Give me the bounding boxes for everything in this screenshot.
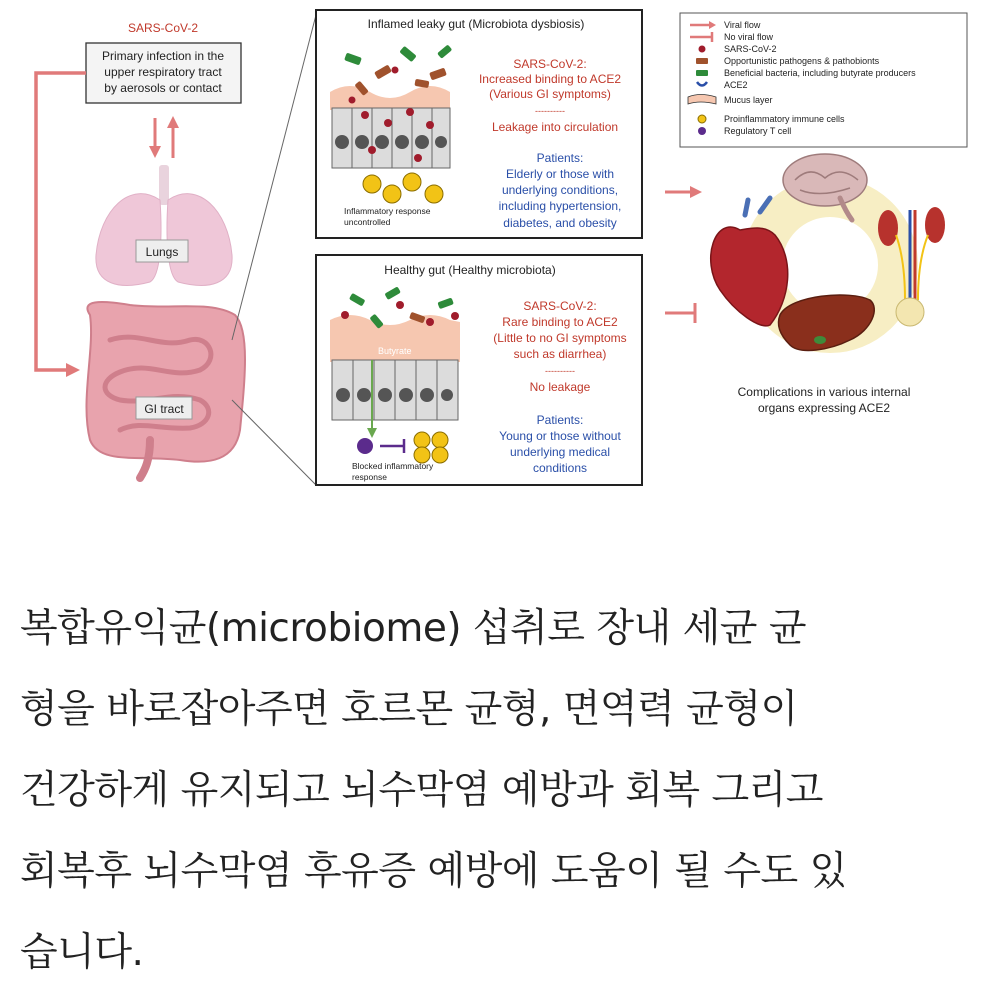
viral-flow-arrow [36, 73, 86, 370]
covid-gut-figure [0, 0, 984, 500]
caption-line-2: 형을 바로잡아주면 호르몬 균형, 면역력 균형이 [20, 687, 798, 732]
inflamed-leakage: Leakage into circulation [491, 120, 619, 134]
inflamed-red-3: (Various GI symptoms) [489, 87, 611, 101]
no-viral-flow-blocker [665, 303, 695, 323]
legend-treg: Regulatory T cell [724, 126, 792, 136]
gi-tract-label: GI tract [144, 402, 184, 416]
inflamed-patients-1: Patients: [536, 151, 584, 165]
healthy-patients-2: Young or those without [499, 429, 621, 443]
complications-line-2: organs expressing ACE2 [757, 401, 891, 415]
butyrate-label: Butyrate [378, 346, 412, 356]
caption-line-5: 습니다. [20, 930, 144, 975]
primary-infection-line-2: upper respiratory tract [104, 65, 222, 79]
complications-line-1: Complications in various internal [737, 385, 911, 399]
bidirectional-arrow-icon [149, 116, 179, 158]
blocked-line-2: response [352, 472, 387, 482]
healthy-dashes: ---------- [545, 366, 575, 376]
legend-ace2: ACE2 [724, 80, 748, 90]
healthy-patients-4: conditions [532, 461, 588, 475]
legend-no-viral-flow: No viral flow [724, 32, 774, 42]
inflammatory-line-1: Inflammatory response [344, 206, 431, 216]
legend-sars-cov-2: SARS-CoV-2 [724, 44, 777, 54]
inflamed-patients-4: including hypertension, [498, 199, 622, 213]
viral-flow-to-organs-arrow [665, 186, 702, 198]
inflammatory-line-2: uncontrolled [344, 217, 391, 227]
healthy-title: Healthy gut (Healthy microbiota) [384, 263, 556, 277]
legend-mucus: Mucus layer [724, 95, 773, 105]
inflamed-dashes: ---------- [535, 106, 565, 116]
primary-infection-line-1: Primary infection in the [101, 49, 225, 63]
lungs-label: Lungs [145, 245, 179, 259]
primary-infection-line-3: by aerosols or contact [104, 81, 222, 95]
virus-label: SARS-CoV-2 [127, 21, 199, 35]
lungs-illustration [96, 165, 232, 285]
healthy-red-1: SARS-CoV-2: [523, 299, 597, 313]
inflamed-red-1: SARS-CoV-2: [513, 57, 587, 71]
inflamed-red-2: Increased binding to ACE2 [478, 72, 622, 86]
inflamed-patients-5: diabetes, and obesity [503, 216, 617, 230]
legend-pathogens: Opportunistic pathogens & pathobionts [724, 56, 880, 66]
healthy-patients-3: underlying medical [509, 445, 611, 459]
legend-beneficial: Beneficial bacteria, including butyrate producers [724, 68, 916, 78]
caption-line-4: 회복후 뇌수막염 후유증 예방에 도움이 될 수도 있 [20, 849, 847, 894]
legend-immune: Proinflammatory immune cells [724, 114, 845, 124]
caption-line-1: 복합유익균(microbiome) 섭취로 장내 세균 균 [20, 606, 807, 651]
organs-illustration [711, 154, 945, 350]
legend-viral-flow: Viral flow [724, 20, 761, 30]
gi-tract-illustration [86, 302, 245, 478]
healthy-red-3: (Little to no GI symptoms [493, 331, 627, 345]
healthy-red-2: Rare binding to ACE2 [502, 315, 618, 329]
caption-paragraph [20, 588, 970, 993]
healthy-red-4: such as diarrhea) [513, 347, 607, 361]
caption-line-3: 건강하게 유지되고 뇌수막염 예방과 회복 그리고 [20, 768, 823, 813]
healthy-patients-1: Patients: [536, 413, 584, 427]
blocked-line-1: Blocked inflammatory [352, 461, 434, 471]
inflamed-patients-2: Elderly or those with [505, 167, 615, 181]
inflamed-patients-3: underlying conditions, [501, 183, 619, 197]
inflamed-title: Inflamed leaky gut (Microbiota dysbiosis) [367, 17, 585, 31]
healthy-no-leakage: No leakage [529, 380, 591, 394]
